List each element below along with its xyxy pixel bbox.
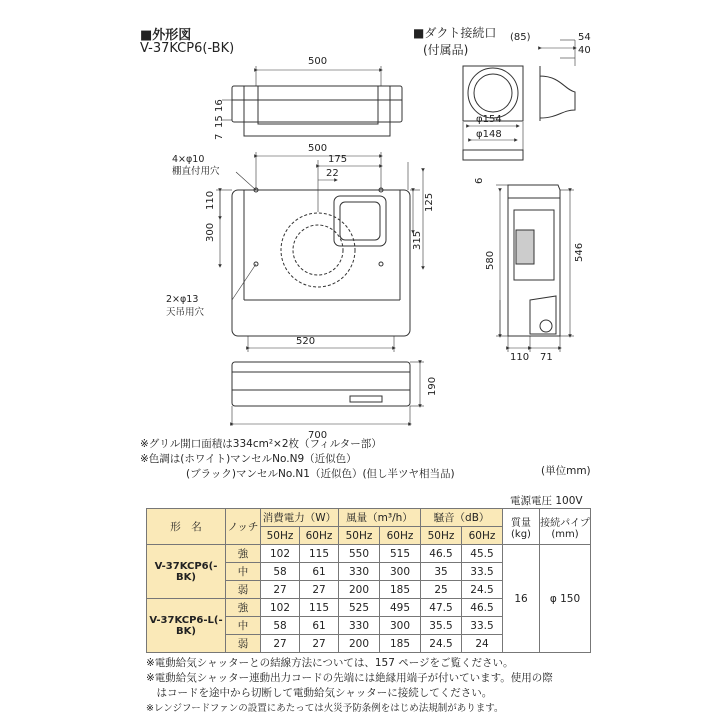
table-cell: 58 — [261, 617, 300, 635]
table-cell: 46.5 — [462, 599, 503, 617]
hz50-power: 50Hz — [261, 527, 300, 545]
footnote-2: ※電動給気シャッター連動出力コードの先端には絶縁用端子が付いています。使用の際 — [146, 672, 553, 684]
table-cell: 115 — [300, 599, 339, 617]
hz50-noise: 50Hz — [421, 527, 462, 545]
footnote-4: ※レンジフードファンの設置にあたっては火災予防条例をはじめ法規制があります。 — [146, 703, 504, 714]
dim-top-175: 175 — [328, 154, 348, 165]
duct-subtitle: (付属品) — [423, 43, 469, 57]
table-cell: 27 — [300, 581, 339, 599]
side-dim-71: 71 — [540, 352, 553, 363]
table-cell: 25 — [421, 581, 462, 599]
table-cell: 35.5 — [421, 617, 462, 635]
table-cell: 185 — [380, 581, 421, 599]
model-cell: V-37KCP6-L(-BK) — [147, 599, 226, 653]
mass-cell: 16 — [503, 545, 540, 653]
notch-cell: 弱 — [226, 635, 261, 653]
hole-top-sublabel: 棚直付用穴 — [172, 166, 220, 177]
col-noise: 騒音（dB） — [421, 509, 503, 527]
table-cell: 35 — [421, 563, 462, 581]
table-row — [147, 545, 591, 563]
table-cell: 515 — [380, 545, 421, 563]
table-cell: 27 — [300, 635, 339, 653]
table-cell: 24.5 — [421, 635, 462, 653]
col-airflow: 風量（m³/h） — [339, 509, 421, 527]
table-cell: 24.5 — [462, 581, 503, 599]
footnote-3: はコードを途中から切断して電動給気シャッターに接続してください。 — [146, 687, 493, 699]
spec-table — [146, 508, 591, 653]
note-color-black: (ブラック)マンセルNo.N1（近似色）(但し半ツヤ相当品) — [186, 468, 455, 480]
table-cell: 27 — [261, 581, 300, 599]
table-cell: 115 — [300, 545, 339, 563]
table-cell: 24 — [462, 635, 503, 653]
table-cell: 300 — [380, 563, 421, 581]
notch-cell: 中 — [226, 617, 261, 635]
duct-dim-85: (85) — [510, 32, 531, 43]
dim-top-300: 300 — [205, 222, 216, 242]
side-dim-6: 6 — [474, 177, 485, 184]
table-cell: 46.5 — [421, 545, 462, 563]
table-cell: 330 — [339, 563, 380, 581]
dim-top-22: 22 — [326, 168, 339, 179]
hole-bottom-sublabel: 天吊用穴 — [166, 307, 205, 318]
duct-dim-54: 54 — [578, 32, 591, 43]
dim-front-16: 16 — [214, 99, 225, 112]
hz60-noise: 60Hz — [462, 527, 503, 545]
table-cell: 27 — [261, 635, 300, 653]
dim-bottom-190: 190 — [427, 376, 438, 396]
dim-bottom-700: 700 — [308, 430, 328, 441]
footnote-1: ※電動給気シャッターとの結線方法については、157 ページをご覧ください。 — [146, 657, 514, 669]
table-cell: 33.5 — [462, 617, 503, 635]
notch-cell: 強 — [226, 599, 261, 617]
col-power: 消費電力（W） — [261, 509, 339, 527]
dim-front-7: 7 — [214, 133, 225, 140]
table-cell: 58 — [261, 563, 300, 581]
table-cell: 47.5 — [421, 599, 462, 617]
hz60-airflow: 60Hz — [380, 527, 421, 545]
hz50-airflow: 50Hz — [339, 527, 380, 545]
table-cell: 45.5 — [462, 545, 503, 563]
table-cell: 102 — [261, 545, 300, 563]
table-cell: 61 — [300, 617, 339, 635]
hole-top-label: 4×φ10 — [172, 154, 205, 165]
hole-bottom-label: 2×φ13 — [166, 294, 199, 305]
notch-cell: 中 — [226, 563, 261, 581]
col-notch: ノッチ — [226, 509, 261, 545]
dim-top-width: 500 — [308, 143, 328, 154]
table-cell: 185 — [380, 635, 421, 653]
table-cell: 200 — [339, 635, 380, 653]
duct-dim-40: 40 — [578, 45, 591, 56]
table-cell: 200 — [339, 581, 380, 599]
table-cell: 300 — [380, 617, 421, 635]
col-pipe: 接続パイプ (mm) — [540, 509, 591, 545]
unit-label: (単位mm) — [541, 465, 591, 477]
note-grille: ※グリル開口面積は334cm²×2枚（フィルター部） — [140, 438, 382, 450]
dim-front-15: 15 — [214, 115, 225, 128]
dim-top-110: 110 — [205, 190, 216, 210]
note-color-white: ※色調は(ホワイト)マンセルNo.N9（近似色） — [140, 453, 357, 465]
table-cell: 330 — [339, 617, 380, 635]
table-cell: 61 — [300, 563, 339, 581]
model-name: V-37KCP6(-BK) — [140, 41, 235, 56]
table-cell: 495 — [380, 599, 421, 617]
duct-title: ■ダクト接続口 — [413, 26, 497, 40]
dim-front-width: 500 — [308, 56, 328, 67]
table-cell: 33.5 — [462, 563, 503, 581]
hz60-power: 60Hz — [300, 527, 339, 545]
side-dim-110: 110 — [510, 352, 530, 363]
table-cell: 525 — [339, 599, 380, 617]
table-cell: 550 — [339, 545, 380, 563]
power-supply: 電源電圧 100V — [510, 495, 583, 507]
dim-top-520: 520 — [296, 336, 316, 347]
side-dim-546: 546 — [574, 242, 585, 262]
dim-top-315: 315 — [412, 230, 423, 250]
notch-cell: 強 — [226, 545, 261, 563]
model-cell: V-37KCP6(-BK) — [147, 545, 226, 599]
table-cell: 102 — [261, 599, 300, 617]
pipe-cell: φ 150 — [540, 545, 591, 653]
duct-dim-154: φ154 — [476, 114, 502, 125]
duct-dim-148: φ148 — [476, 129, 502, 140]
outline-title: ■外形図 — [140, 28, 192, 43]
col-mass: 質量 (kg) — [503, 509, 540, 545]
notch-cell: 弱 — [226, 581, 261, 599]
side-dim-580: 580 — [485, 250, 496, 270]
dim-top-125: 125 — [424, 192, 435, 212]
col-model: 形 名 — [147, 509, 226, 545]
